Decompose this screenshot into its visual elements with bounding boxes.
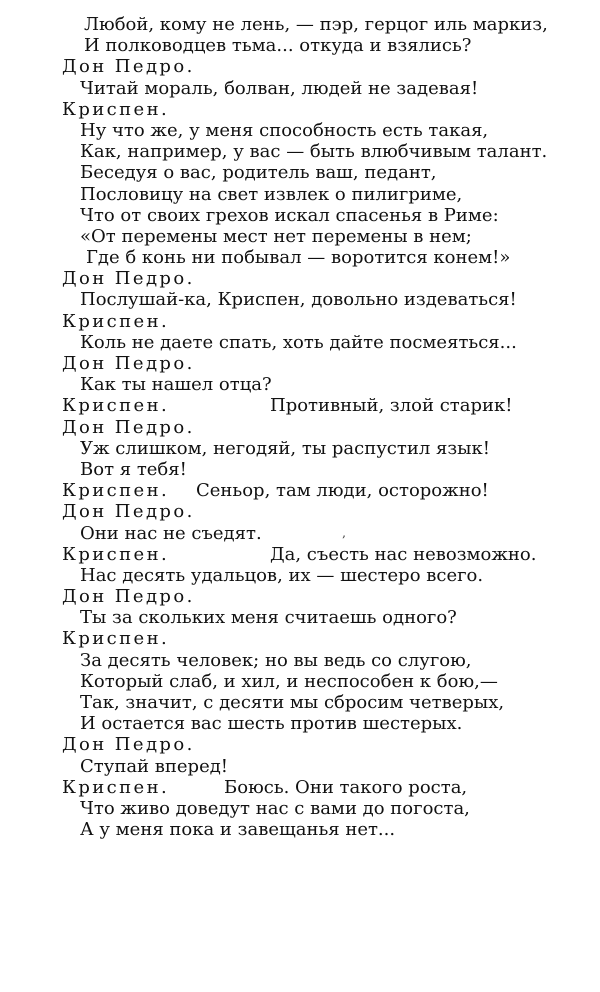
speaker-name: Криспен. — [62, 310, 170, 332]
dialogue-line — [0, 544, 600, 565]
verse-line: Что от своих грехов искал спасенья в Риме: — [80, 204, 499, 226]
speaker-name: Дон Педро. — [62, 353, 195, 374]
verse-line: Любой, кому не лень, — пэр, герцог иль маркиз, — [84, 14, 548, 35]
speaker-name: Криспен. — [62, 628, 170, 650]
speaker-name: Дон Педро. — [62, 734, 195, 756]
poem-page — [0, 14, 600, 840]
verse-line: «От перемены мест нет перемены в нем; — [80, 225, 472, 247]
speaker-name: Криспен. — [62, 480, 170, 502]
verse-line: Да, съесть нас невозможно. — [270, 543, 537, 565]
verse-line: Где б конь ни побывал — воротится конем!» — [86, 247, 511, 269]
speaker-name: Криспен. — [62, 543, 170, 565]
verse-line: Сеньор, там люди, осторожно! — [196, 480, 489, 502]
speaker-name: Дон Педро. — [62, 586, 195, 608]
verse-line: Так, значит, с десяти мы сбросим четверых, — [80, 692, 505, 713]
speaker-name: Криспен. — [62, 776, 170, 798]
speaker-name: Криспен. — [62, 98, 170, 120]
verse-line: Послушай-ка, Криспен, довольно издеваться! — [80, 289, 517, 311]
verse-line: Пословицу на свет извлек о пилигриме, — [80, 183, 463, 205]
verse-line: Который слаб, и хил, и неспособен к бою,— — [80, 670, 498, 692]
speaker-name: Дон Педро. — [62, 416, 195, 438]
verse-line: А у меня пока и завещанья нет... — [80, 819, 396, 841]
speaker-name: Дон Педро. — [62, 501, 195, 523]
verse-line: Нас десять удальцов, их — шестеро всего. — [80, 564, 484, 586]
verse-line: И полководцев тьма... откуда и взялись? — [84, 35, 472, 57]
verse-line: Вот я тебя! — [80, 458, 187, 480]
stray-mark: ‚ — [342, 525, 346, 540]
verse-line: Ты за скольких меня считаешь одного? — [80, 607, 457, 629]
dialogue-line — [0, 395, 600, 416]
verse-line: Читай мораль, болван, людей не задевая! — [80, 77, 479, 99]
verse-line: Противный, злой старик! — [270, 395, 513, 417]
verse-line: Беседуя о вас, родитель ваш, педант, — [80, 162, 437, 184]
speaker-name: Криспен. — [62, 395, 170, 417]
dialogue-line — [0, 480, 600, 501]
verse-line: Боюсь. Они такого роста, — [224, 776, 468, 798]
speaker-name: Дон Педро. — [62, 56, 195, 78]
verse-line: Ну что же, у меня способность есть такая, — [80, 119, 489, 141]
verse-line: Как ты нашел отца? — [80, 374, 272, 396]
verse-line: За десять человек; но вы ведь со слугою, — [80, 649, 472, 671]
verse-line: Как, например, у вас — быть влюбчивым талант. — [80, 141, 548, 163]
verse-line — [0, 523, 600, 544]
speaker-name: Дон Педро. — [62, 268, 195, 290]
verse-line: И остается вас шесть против шестерых. — [80, 713, 463, 735]
dialogue-line — [0, 777, 600, 798]
verse-line: Коль не даете спать, хоть дайте посмеяться... — [80, 331, 517, 353]
verse-line: Уж слишком, негодяй, ты распустил язык! — [80, 437, 490, 459]
verse-line: Что живо доведут нас с вами до погоста, — [80, 797, 470, 819]
verse-line: Ступай вперед! — [80, 755, 229, 777]
verse-text: Они нас не съедят. — [80, 522, 262, 544]
